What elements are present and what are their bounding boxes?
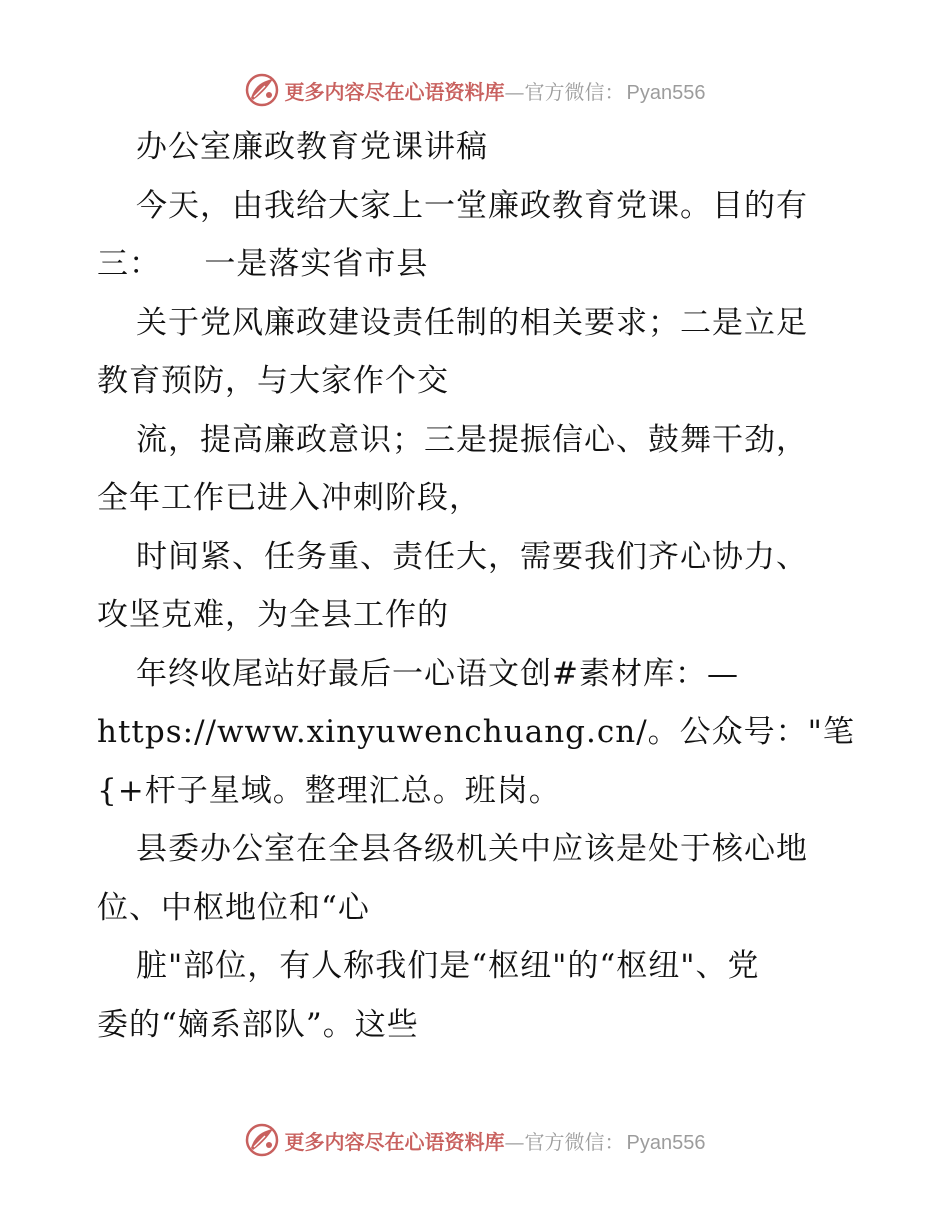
pen-logo-icon xyxy=(245,1123,279,1157)
text-line: 今天，由我给大家上一堂廉政教育党课。目的有 xyxy=(136,187,808,224)
text-line: 时间紧、任务重、责任大，需要我们齐心协力、 xyxy=(136,538,808,575)
banner-title: 更多内容尽在心语资料库 xyxy=(284,1129,505,1154)
text-line: 三： 一是落实省市县 xyxy=(97,246,429,282)
text-line: 位、中枢地位和“心 xyxy=(97,889,370,926)
text-line: 攻坚克难，为全县工作的 xyxy=(97,597,449,633)
banner-account: Pyan556 xyxy=(626,1131,706,1154)
document-title: 办公室廉政教育党课讲稿 xyxy=(136,129,488,165)
banner-subtitle: —官方微信： xyxy=(504,1129,625,1154)
banner-subtitle: —官方微信： xyxy=(504,79,625,104)
pen-logo-icon xyxy=(245,73,279,107)
text-line: 年终收尾站好最后一心语文创#素材库：— xyxy=(136,655,739,692)
banner-account: Pyan556 xyxy=(626,81,706,104)
text-line: 全年工作已进入冲刺阶段， xyxy=(97,480,481,516)
text-line: 县委办公室在全县各级机关中应该是处于核心地 xyxy=(136,831,808,867)
text-line: 教育预防，与大家作个交 xyxy=(97,363,449,399)
text-line: 委的“嫡系部队”。这些 xyxy=(97,1006,419,1043)
text-line: 脏"部位，有人称我们是“枢纽"的“枢纽"、党 xyxy=(136,948,760,984)
text-line: {+杆子星域。整理汇总。班岗。 xyxy=(97,772,561,809)
text-line: 流，提高廉政意识；三是提振信心、鼓舞干劲， xyxy=(136,421,808,458)
text-line-url: https://www.xinyuwenchuang.cn/。公众号："笔 xyxy=(97,714,855,750)
banner-title: 更多内容尽在心语资料库 xyxy=(284,79,505,104)
footer-banner xyxy=(0,1120,950,1160)
header-banner xyxy=(0,70,950,110)
text-line: 关于党风廉政建设责任制的相关要求；二是立足 xyxy=(136,304,808,341)
document-body xyxy=(97,118,857,1054)
